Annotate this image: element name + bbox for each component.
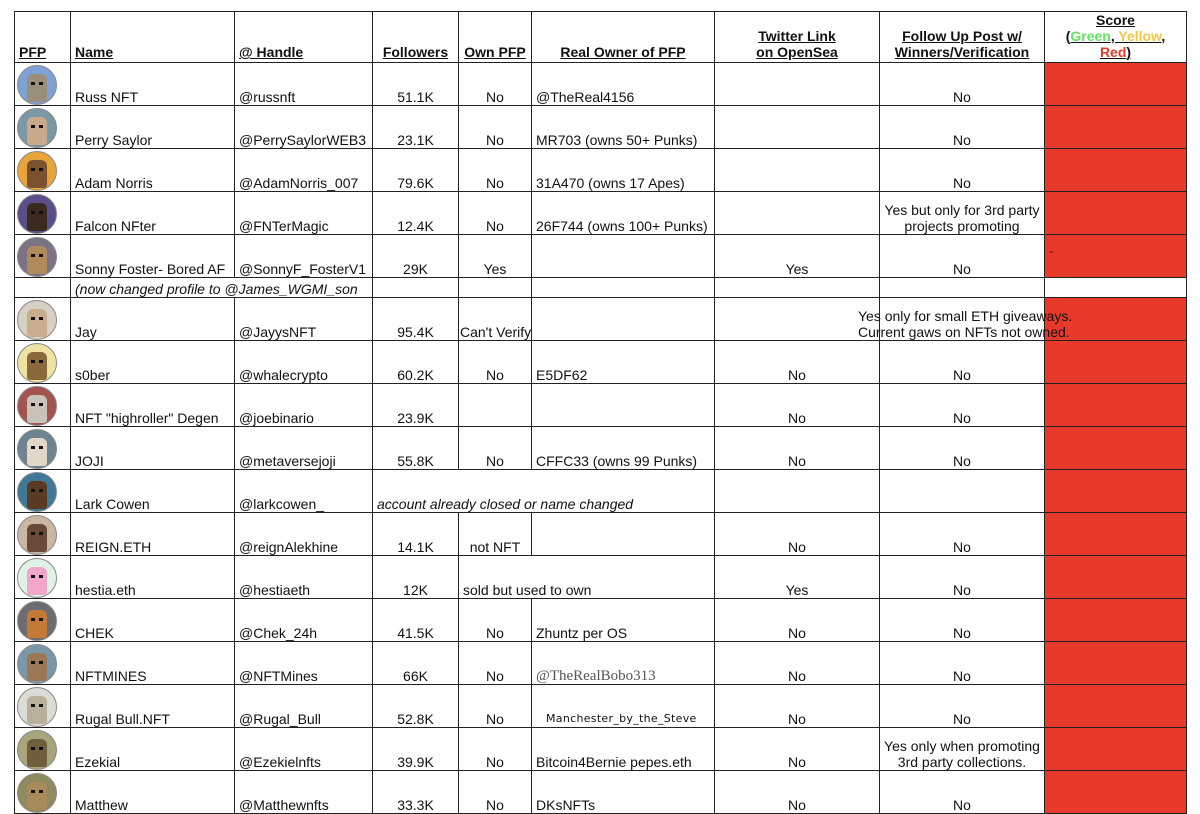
avatar[interactable] [17,515,57,555]
score-cell[interactable] [1045,106,1187,149]
real-owner-text: @TheRealBobo313 [536,668,656,684]
real-owner-cell[interactable]: @TheReal4156 [532,63,715,106]
avatar-eye-icon [31,661,35,664]
own-pfp-cell[interactable]: Can't Verify [459,298,532,341]
col-header-handle[interactable]: @ Handle [235,12,373,63]
twitter-link-cell[interactable]: No [715,728,880,771]
followers-cell[interactable]: 55.8K [373,427,459,470]
name-cell[interactable]: NFT "highroller" Degen [71,384,235,427]
twitter-link-cell[interactable]: No [715,771,880,814]
twitter-header-line1: Twitter Link [758,28,836,44]
table-row [15,771,1187,814]
followup-cell[interactable] [880,192,1045,235]
handle-cell[interactable]: @whalecrypto [235,341,373,384]
score-cell[interactable] [1045,513,1187,556]
account-closed-note: account already closed or name changed [373,470,715,513]
empty-cell [459,278,532,298]
avatar[interactable] [17,644,57,684]
col-header-real-owner[interactable]: Real Owner of PFP [532,12,715,63]
avatar-eye-icon [31,211,35,214]
table-row [15,63,1187,106]
pfp-cell [15,235,71,278]
col-header-name[interactable]: Name [71,12,235,63]
followup-line1: Yes only for small ETH giveaways. [858,308,1073,324]
name-cell[interactable]: Matthew [71,771,235,814]
avatar-head-icon [27,395,47,423]
followup-cell[interactable]: No [880,427,1045,470]
avatar-head-icon [27,782,47,810]
name-cell[interactable]: Perry Saylor [71,106,235,149]
twitter-link-cell[interactable]: No [715,384,880,427]
own-pfp-note[interactable]: sold but used to own [459,556,715,599]
followup-cell[interactable]: No [880,556,1045,599]
own-pfp-cell[interactable]: No [459,642,532,685]
handle-cell[interactable]: @SonnyF_FosterV1 [235,235,373,278]
avatar-head-icon [27,438,47,466]
handle-cell[interactable]: @Chek_24h [235,599,373,642]
followup-line1: Yes only when promoting [884,738,1040,754]
avatar-eye-icon [39,489,43,492]
score-legend-close: ) [1126,44,1132,60]
avatar-eye-icon [39,532,43,535]
pfp-spreadsheet [14,11,1187,814]
score-cell[interactable] [1045,63,1187,106]
twitter-link-cell[interactable]: Yes [715,235,880,278]
followup-cell[interactable] [880,470,1045,513]
followers-cell[interactable]: 95.4K [373,298,459,341]
followers-cell[interactable]: 23.9K [373,384,459,427]
avatar[interactable] [17,151,57,191]
table-row [15,192,1187,235]
pfp-cell [15,599,71,642]
empty-cell [880,278,1045,298]
pfp-cell [15,341,71,384]
handle-cell[interactable]: @metaversejoji [235,427,373,470]
own-pfp-cell[interactable]: No [459,341,532,384]
followup-line2: 3rd party collections. [897,754,1027,770]
own-pfp-cell[interactable]: No [459,63,532,106]
name-cell[interactable]: Rugal Bull.NFT [71,685,235,728]
table-row [15,642,1187,685]
empty-cell [715,278,880,298]
avatar-eye-icon [31,317,35,320]
pfp-cell [15,728,71,771]
pfp-cell [15,63,71,106]
table-row [15,556,1187,599]
followers-cell[interactable]: 14.1K [373,513,459,556]
avatar[interactable] [17,601,57,641]
avatar-eye-icon [31,575,35,578]
avatar-eye-icon [31,747,35,750]
real-owner-cell[interactable]: MR703 (owns 50+ Punks) [532,106,715,149]
table-row [15,599,1187,642]
followup-line2: projects promoting [904,218,1020,234]
col-header-pfp[interactable]: PFP [15,12,71,63]
followers-cell[interactable]: 51.1K [373,63,459,106]
avatar-eye-icon [31,790,35,793]
avatar-eye-icon [31,446,35,449]
handle-cell[interactable]: @Matthewnfts [235,771,373,814]
avatar-eye-icon [39,790,43,793]
avatar-eye-icon [31,532,35,535]
col-header-score[interactable]: Score (Green, Yellow, Red) [1045,12,1187,63]
score-cell[interactable] [1045,427,1187,470]
followup-cell[interactable]: No [880,599,1045,642]
avatar[interactable] [17,730,57,770]
avatar-head-icon [27,739,47,767]
name-cell[interactable]: Lark Cowen [71,470,235,513]
pfp-cell [15,106,71,149]
own-pfp-cell[interactable]: not NFT [459,513,532,556]
own-pfp-cell[interactable]: No [459,685,532,728]
twitter-header-line2: on OpenSea [756,44,838,60]
followup-cell[interactable]: No [880,384,1045,427]
twitter-link-cell[interactable]: No [715,599,880,642]
pfp-cell [15,470,71,513]
avatar-eye-icon [31,82,35,85]
avatar-eye-icon [39,403,43,406]
avatar[interactable] [17,237,57,277]
avatar-eye-icon [39,211,43,214]
pfp-cell [15,427,71,470]
avatar-eye-icon [39,168,43,171]
followers-cell[interactable]: 23.1K [373,106,459,149]
table-row [15,728,1187,771]
avatar-head-icon [27,203,47,231]
col-header-twitter-link[interactable] [715,12,880,63]
twitter-link-cell[interactable]: Yes [715,556,880,599]
followup-cell[interactable]: No [880,341,1045,384]
profile-change-note: (now changed profile to @James_WGMI_son [71,278,373,298]
twitter-link-cell[interactable] [715,149,880,192]
score-cell[interactable] [1045,384,1187,427]
score-cell[interactable] [1045,728,1187,771]
real-owner-cell[interactable]: E5DF62 [532,341,715,384]
handle-cell[interactable]: @NFTMines [235,642,373,685]
header-row [15,12,1187,63]
followup-cell[interactable]: No [880,642,1045,685]
avatar-head-icon [27,117,47,145]
twitter-link-cell[interactable] [715,470,880,513]
followup-cell[interactable]: No [880,63,1045,106]
avatar-eye-icon [39,125,43,128]
followers-cell[interactable]: 60.2K [373,341,459,384]
avatar-head-icon [27,74,47,102]
score-cell[interactable] [1045,470,1187,513]
real-owner-cell[interactable] [532,235,715,278]
handle-cell[interactable]: @AdamNorris_007 [235,149,373,192]
score-legend-red: Red [1099,44,1127,60]
followup-cell[interactable]: No [880,513,1045,556]
avatar-eye-icon [31,403,35,406]
real-owner-cell[interactable]: 26F744 (owns 100+ Punks) [532,192,715,235]
col-header-own-pfp[interactable]: Own PFP [459,12,532,63]
own-pfp-cell[interactable]: No [459,427,532,470]
avatar-eye-icon [39,82,43,85]
avatar[interactable] [17,108,57,148]
twitter-link-cell[interactable]: No [715,341,880,384]
score-cell[interactable] [1045,192,1187,235]
avatar-eye-icon [39,618,43,621]
table-row [15,298,1187,341]
score-cell[interactable] [1045,685,1187,728]
table-body [15,63,1187,814]
followup-cell[interactable]: No [880,771,1045,814]
avatar-eye-icon [39,747,43,750]
own-pfp-cell[interactable] [459,384,532,427]
pfp-cell [15,192,71,235]
handle-cell[interactable]: @PerrySaylorWEB3 [235,106,373,149]
avatar[interactable] [17,687,57,727]
twitter-link-cell[interactable] [715,298,880,341]
name-cell[interactable]: Falcon NFter [71,192,235,235]
avatar-head-icon [27,246,47,274]
avatar[interactable] [17,300,57,340]
table-row [15,470,1187,513]
real-owner-text: Manchester_by_the_Steve [546,712,697,725]
followup-cell[interactable]: No [880,685,1045,728]
col-header-followers[interactable]: Followers [373,12,459,63]
followers-cell[interactable]: 66K [373,642,459,685]
name-cell[interactable]: CHEK [71,599,235,642]
twitter-link-cell[interactable]: No [715,685,880,728]
followers-cell[interactable]: 29K [373,235,459,278]
pfp-cell [15,513,71,556]
name-cell[interactable]: s0ber [71,341,235,384]
pfp-cell [15,298,71,341]
followers-cell[interactable]: 41.5K [373,599,459,642]
followers-cell[interactable]: 12.4K [373,192,459,235]
name-cell[interactable]: Jay [71,298,235,341]
avatar-eye-icon [31,168,35,171]
avatar-head-icon [27,352,47,380]
real-owner-cell[interactable] [532,384,715,427]
table-row [15,106,1187,149]
handle-cell[interactable]: @FNTerMagic [235,192,373,235]
followup-header-line1: Follow Up Post w/ [902,28,1022,44]
name-cell[interactable]: Russ NFT [71,63,235,106]
own-pfp-cell[interactable]: No [459,599,532,642]
own-pfp-cell[interactable]: No [459,771,532,814]
twitter-link-cell[interactable]: No [715,642,880,685]
score-cell[interactable] [1045,556,1187,599]
avatar-eye-icon [39,254,43,257]
avatar[interactable] [17,194,57,234]
real-owner-cell[interactable] [532,642,715,685]
name-cell[interactable]: Ezekial [71,728,235,771]
own-pfp-cell[interactable]: No [459,728,532,771]
handle-cell[interactable]: @russnft [235,63,373,106]
own-pfp-cell[interactable]: No [459,106,532,149]
avatar-head-icon [27,567,47,595]
followup-line2: Current gaws on NFTs not owned. [858,324,1070,340]
avatar-eye-icon [31,704,35,707]
handle-cell[interactable]: @larkcowen_ [235,470,373,513]
avatar-head-icon [27,696,47,724]
real-owner-cell[interactable]: Zhuntz per OS [532,599,715,642]
followers-cell[interactable]: 79.6K [373,149,459,192]
twitter-link-cell[interactable]: No [715,513,880,556]
pfp-cell [15,771,71,814]
avatar-eye-icon [39,704,43,707]
pfp-cell [15,642,71,685]
real-owner-cell[interactable] [532,513,715,556]
score-cell[interactable] [1045,771,1187,814]
score-legend-yellow: Yellow [1118,28,1162,44]
table-row [15,235,1187,278]
followup-cell[interactable] [858,298,1073,341]
own-pfp-cell[interactable]: No [459,192,532,235]
own-pfp-cell[interactable]: Yes [459,235,532,278]
avatar[interactable] [17,343,57,383]
handle-cell[interactable]: @joebinario [235,384,373,427]
score-cell[interactable] [1045,341,1187,384]
avatar-eye-icon [39,446,43,449]
avatar[interactable] [17,429,57,469]
avatar-head-icon [27,481,47,509]
note-row [15,278,1187,298]
real-owner-cell[interactable] [532,685,715,728]
score-cell[interactable]: ` [1045,235,1187,278]
score-cell[interactable] [1045,599,1187,642]
avatar-head-icon [27,309,47,337]
real-owner-cell[interactable] [532,298,715,341]
table-row [15,427,1187,470]
name-cell[interactable]: Adam Norris [71,149,235,192]
avatar-eye-icon [39,317,43,320]
followup-cell[interactable]: No [880,149,1045,192]
real-owner-cell[interactable]: DKsNFTs [532,771,715,814]
avatar-eye-icon [31,125,35,128]
score-cell [1045,278,1187,298]
avatar-eye-icon [31,489,35,492]
handle-cell[interactable]: @JayysNFT [235,298,373,341]
own-pfp-cell[interactable]: No [459,149,532,192]
name-cell[interactable]: NFTMINES [71,642,235,685]
pfp-cell [15,685,71,728]
score-cell[interactable] [1045,642,1187,685]
twitter-link-cell[interactable] [715,192,880,235]
table-row [15,513,1187,556]
name-cell[interactable]: hestia.eth [71,556,235,599]
name-cell[interactable]: Sonny Foster- Bored AF [71,235,235,278]
followup-cell[interactable]: No [880,106,1045,149]
followup-cell[interactable] [880,728,1045,771]
handle-cell[interactable]: @Ezekielnfts [235,728,373,771]
avatar-eye-icon [31,254,35,257]
avatar-head-icon [27,160,47,188]
avatar[interactable] [17,386,57,426]
empty-cell [15,278,71,298]
name-cell[interactable]: JOJI [71,427,235,470]
followers-cell[interactable]: 39.9K [373,728,459,771]
empty-cell [532,278,715,298]
pfp-cell [15,149,71,192]
avatar-head-icon [27,524,47,552]
twitter-link-cell[interactable] [715,63,880,106]
avatar-eye-icon [39,575,43,578]
handle-cell[interactable]: @hestiaeth [235,556,373,599]
avatar[interactable] [17,773,57,813]
avatar[interactable] [17,65,57,105]
followup-cell[interactable]: No [880,235,1045,278]
avatar-head-icon [27,610,47,638]
table-row [15,384,1187,427]
pfp-cell [15,556,71,599]
real-owner-cell[interactable]: 31A470 (owns 17 Apes) [532,149,715,192]
avatar-eye-icon [31,360,35,363]
table-row [15,685,1187,728]
avatar-eye-icon [39,661,43,664]
name-cell[interactable]: REIGN.ETH [71,513,235,556]
twitter-link-cell[interactable]: No [715,427,880,470]
avatar-head-icon [27,653,47,681]
real-owner-cell[interactable]: Bitcoin4Bernie pepes.eth [532,728,715,771]
followers-cell[interactable]: 12K [373,556,459,599]
avatar-eye-icon [31,618,35,621]
score-legend-open: ( [1065,28,1071,44]
score-cell[interactable] [1045,149,1187,192]
followup-header-line2: Winners/Verification [894,44,1030,60]
score-header-title: Score [1096,12,1135,28]
avatar[interactable] [17,472,57,512]
col-header-follow-up[interactable] [880,12,1045,63]
avatar[interactable] [17,558,57,598]
table-row [15,149,1187,192]
followers-cell[interactable]: 52.8K [373,685,459,728]
real-owner-cell[interactable]: CFFC33 (owns 99 Punks) [532,427,715,470]
followers-cell[interactable]: 33.3K [373,771,459,814]
empty-cell [373,278,459,298]
avatar-eye-icon [39,360,43,363]
table-row [15,341,1187,384]
followup-line1: Yes but only for 3rd party [884,202,1040,218]
twitter-link-cell[interactable] [715,106,880,149]
handle-cell[interactable]: @Rugal_Bull [235,685,373,728]
pfp-cell [15,384,71,427]
handle-cell[interactable]: @reignAlekhine [235,513,373,556]
score-legend-green: Green [1070,28,1111,44]
